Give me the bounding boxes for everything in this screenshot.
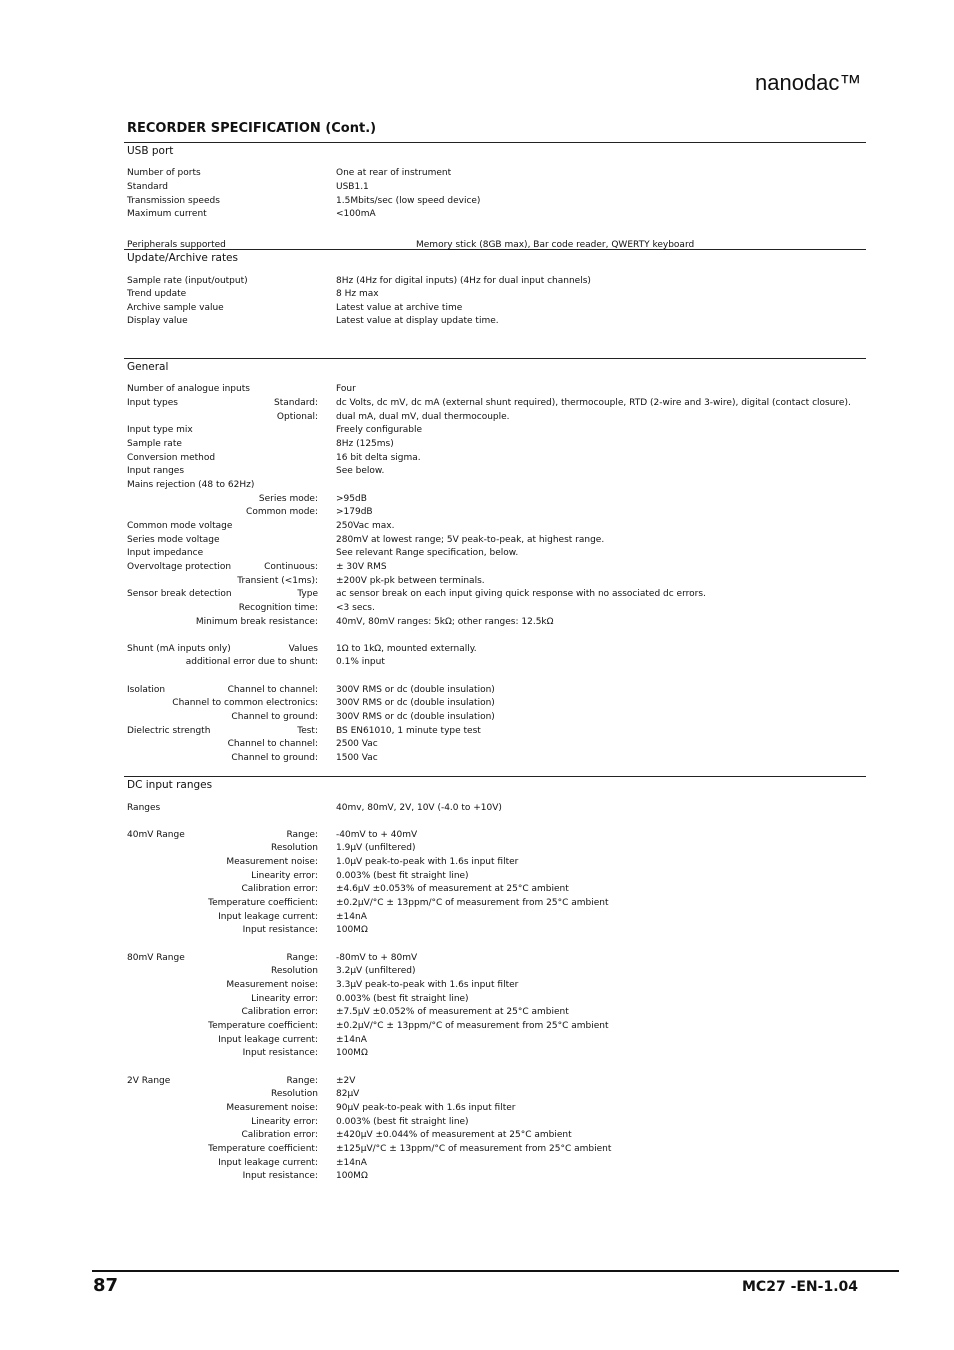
spec-row [0, 423, 954, 437]
spec-row [0, 923, 954, 937]
spec-row [0, 978, 954, 992]
spec-value: ±14nA [336, 1035, 367, 1045]
spec-value: ±0.2µV/°C ± 13ppm/°C of measurement from 25°C ambient [336, 898, 609, 908]
spec-sublabel: Measurement noise: [226, 1103, 318, 1113]
spec-label: 40mV Range [127, 830, 185, 840]
spec-row [0, 451, 954, 465]
spec-row [0, 314, 954, 328]
spec-value: dual mA, dual mV, dual thermocouple. [336, 412, 510, 422]
spec-label: Isolation [127, 685, 166, 695]
spec-row [0, 751, 954, 765]
spec-value: ±2V [336, 1076, 356, 1086]
spec-sublabel: Linearity error: [251, 871, 318, 881]
spec-value: 280mV at lowest range; 5V peak-to-peak, at highest range. [336, 535, 605, 545]
spec-value: 8 Hz max [336, 289, 379, 299]
spec-value: 1.9µV (unfiltered) [336, 843, 416, 853]
spec-sublabel: Transient (<1ms): [237, 576, 318, 586]
spec-sublabel: Range: [286, 1076, 318, 1086]
spec-value: ± 30V RMS [336, 562, 387, 572]
spec-sublabel: additional error due to shunt: [185, 657, 318, 667]
spec-row [0, 492, 954, 506]
spec-value: 0.003% (best fit straight line) [336, 1117, 469, 1127]
spec-row [0, 841, 954, 855]
spec-value: ±0.2µV/°C ± 13ppm/°C of measurement from 25°C ambient [336, 1021, 609, 1031]
spec-row [0, 180, 954, 194]
spec-value: 100MΩ [336, 925, 368, 935]
spec-label: Ranges [127, 803, 161, 813]
spec-label: Input ranges [127, 466, 185, 476]
spec-value: 0.1% input [336, 657, 385, 667]
spec-label: Peripherals supported [127, 240, 226, 250]
spec-row [0, 287, 954, 301]
spec-row [0, 1074, 954, 1088]
spec-row [0, 801, 954, 815]
spec-label: Series mode voltage [127, 535, 220, 545]
spec-sublabel: Channel to common electronics: [172, 698, 318, 708]
spec-row [0, 1019, 954, 1033]
section-divider [124, 776, 866, 777]
spec-label: Number of analogue inputs [127, 384, 250, 394]
spec-row [0, 166, 954, 180]
spec-sublabel: Standard: [274, 398, 318, 408]
spec-sublabel: Input resistance: [242, 925, 318, 935]
spec-value: 100MΩ [336, 1171, 368, 1181]
spec-row [0, 505, 954, 519]
spec-label: Dielectric strength [127, 726, 211, 736]
spec-value: -40mV to + 40mV [336, 830, 418, 840]
spec-row [0, 1046, 954, 1060]
spec-label: 2V Range [127, 1076, 171, 1086]
spec-value: 3.3µV peak-to-peak with 1.6s input filter [336, 980, 519, 990]
spec-row [0, 1033, 954, 1047]
spec-row [0, 410, 954, 424]
spec-row [0, 396, 954, 410]
spec-sublabel: Resolution [270, 966, 318, 976]
spec-value: >179dB [336, 507, 373, 517]
spec-row [0, 478, 954, 492]
spec-row [0, 601, 954, 615]
spec-value: ±4.6µV ±0.053% of measurement at 25°C ambient [336, 884, 569, 894]
spec-row [0, 910, 954, 924]
spec-row [0, 855, 954, 869]
spec-sublabel: Continuous: [264, 562, 318, 572]
spec-sublabel: Optional: [276, 412, 318, 422]
spec-sublabel: Minimum break resistance: [195, 617, 318, 627]
spec-sublabel: Range: [286, 830, 318, 840]
spec-row [0, 964, 954, 978]
spec-row [0, 896, 954, 910]
spec-value: 8Hz (125ms) [336, 439, 394, 449]
spec-sublabel: Temperature coefficient: [208, 898, 318, 908]
spec-row [0, 642, 954, 656]
spec-value: Four [336, 384, 356, 394]
spec-value: 1.5Mbits/sec (low speed device) [336, 196, 481, 206]
spec-value: 90µV peak-to-peak with 1.6s input filter [336, 1103, 516, 1113]
spec-row [0, 1115, 954, 1129]
spec-label: Input type mix [127, 425, 193, 435]
spec-row [0, 464, 954, 478]
section-divider [124, 249, 866, 250]
spec-value: ±7.5µV ±0.052% of measurement at 25°C ambient [336, 1007, 569, 1017]
spec-sublabel: Test: [297, 726, 318, 736]
spec-row [0, 683, 954, 697]
spec-sublabel: Input leakage current: [218, 1158, 318, 1168]
spec-row [0, 207, 954, 221]
spec-sublabel: Temperature coefficient: [208, 1021, 318, 1031]
spec-sublabel: Series mode: [258, 494, 318, 504]
spec-label: Maximum current [127, 209, 207, 219]
spec-label: Input impedance [127, 548, 204, 558]
spec-sublabel: Input leakage current: [218, 1035, 318, 1045]
spec-value: Latest value at display update time. [336, 316, 499, 326]
spec-sublabel: Channel to ground: [231, 712, 318, 722]
spec-value: 40mv, 80mV, 2V, 10V (-4.0 to +10V) [336, 803, 502, 813]
spec-value: See relevant Range specification, below. [336, 548, 519, 558]
spec-sublabel: Calibration error: [241, 1130, 318, 1140]
spec-row [0, 710, 954, 724]
spec-value: 82µV [336, 1089, 360, 1099]
spec-label: Trend update [127, 289, 187, 299]
spec-value: 1Ω to 1kΩ, mounted externally. [336, 644, 477, 654]
spec-row [0, 1005, 954, 1019]
spec-row [0, 882, 954, 896]
spec-value: 300V RMS or dc (double insulation) [336, 685, 495, 695]
spec-sublabel: Measurement noise: [226, 857, 318, 867]
spec-value: One at rear of instrument [336, 168, 452, 178]
spec-row [0, 992, 954, 1006]
spec-label: Overvoltage protection [127, 562, 232, 572]
spec-label: Sample rate (input/output) [127, 276, 248, 286]
spec-value: 250Vac max. [336, 521, 395, 531]
section-title: DC input ranges [127, 779, 213, 791]
spec-label: Display value [127, 316, 188, 326]
spec-label: Standard [127, 182, 168, 192]
spec-sublabel: Input leakage current: [218, 912, 318, 922]
spec-value: ac sensor break on each input giving quick response with no associated dc errors. [336, 589, 706, 599]
spec-row [0, 615, 954, 629]
spec-value: 3.2µV (unfiltered) [336, 966, 416, 976]
spec-value: USB1.1 [336, 182, 369, 192]
section-title: Update/Archive rates [127, 252, 238, 264]
spec-value: 300V RMS or dc (double insulation) [336, 698, 495, 708]
spec-row [0, 1101, 954, 1115]
spec-label: Number of ports [127, 168, 201, 178]
spec-value: 1.0µV peak-to-peak with 1.6s input filter [336, 857, 519, 867]
spec-value: 0.003% (best fit straight line) [336, 994, 469, 1004]
spec-label: Common mode voltage [127, 521, 233, 531]
spec-value: Memory stick (8GB max), Bar code reader, QWERTY keyboard [416, 240, 695, 250]
spec-sublabel: Recognition time: [238, 603, 318, 613]
spec-sublabel: Common mode: [246, 507, 318, 517]
spec-sublabel: Channel to channel: [227, 739, 318, 749]
spec-row [0, 194, 954, 208]
section-title: General [127, 361, 169, 373]
spec-value: <3 secs. [336, 603, 375, 613]
spec-sublabel: Temperature coefficient: [208, 1144, 318, 1154]
page-heading: RECORDER SPECIFICATION (Cont.) [127, 121, 377, 136]
spec-value: See below. [336, 466, 385, 476]
spec-label: Mains rejection (48 to 62Hz) [127, 480, 255, 490]
spec-row [0, 533, 954, 547]
spec-value: ±200V pk-pk between terminals. [336, 576, 485, 586]
spec-row [0, 696, 954, 710]
spec-value: 300V RMS or dc (double insulation) [336, 712, 495, 722]
spec-sublabel: Range: [286, 953, 318, 963]
spec-label: Sample rate [127, 439, 182, 449]
spec-row [0, 382, 954, 396]
spec-label: Shunt (mA inputs only) [127, 644, 231, 654]
spec-sublabel: Channel to ground: [231, 753, 318, 763]
spec-sublabel: Measurement noise: [226, 980, 318, 990]
spec-value: <100mA [336, 209, 376, 219]
spec-value: 2500 Vac [336, 739, 378, 749]
spec-label: Input types [127, 398, 178, 408]
spec-value: 0.003% (best fit straight line) [336, 871, 469, 881]
spec-sublabel: Input resistance: [242, 1171, 318, 1181]
spec-row [0, 587, 954, 601]
spec-value: ±420µV ±0.044% of measurement at 25°C ambient [336, 1130, 572, 1140]
section-divider [124, 142, 866, 143]
spec-row [0, 519, 954, 533]
spec-row [0, 655, 954, 669]
spec-label: Archive sample value [127, 303, 224, 313]
brand-title: nanodac™ [755, 70, 862, 95]
spec-value: ±14nA [336, 1158, 367, 1168]
spec-value: Latest value at archive time [336, 303, 463, 313]
spec-label: Transmission speeds [127, 196, 220, 206]
spec-sublabel: Resolution [270, 843, 318, 853]
spec-value: BS EN61010, 1 minute type test [336, 726, 481, 736]
spec-label: 80mV Range [127, 953, 185, 963]
spec-sublabel: Calibration error: [241, 1007, 318, 1017]
spec-value: 1500 Vac [336, 753, 378, 763]
spec-value: Freely configurable [336, 425, 422, 435]
spec-label: Conversion method [127, 453, 216, 463]
section-divider [124, 358, 866, 359]
spec-row [0, 1169, 954, 1183]
spec-sublabel: Input resistance: [242, 1048, 318, 1058]
spec-row [0, 737, 954, 751]
spec-value: >95dB [336, 494, 367, 504]
spec-value: dc Volts, dc mV, dc mA (external shunt required), thermocouple, RTD (2-wire and 3-wire), digital (contact closure). [336, 398, 851, 408]
spec-row [0, 724, 954, 738]
spec-value: ±14nA [336, 912, 367, 922]
spec-value: 40mV, 80mV ranges: 5kΩ; other ranges: 12.5kΩ [336, 617, 554, 627]
spec-row [0, 828, 954, 842]
spec-row [0, 574, 954, 588]
spec-row [0, 301, 954, 315]
spec-row [0, 1087, 954, 1101]
spec-sublabel: Channel to channel: [227, 685, 318, 695]
spec-row [0, 560, 954, 574]
spec-row [0, 274, 954, 288]
spec-value: ±125µV/°C ± 13ppm/°C of measurement from 25°C ambient [336, 1144, 612, 1154]
spec-value: 16 bit delta sigma. [336, 453, 421, 463]
spec-row [0, 1128, 954, 1142]
spec-sublabel: Values [288, 644, 318, 654]
section-title: USB port [127, 145, 174, 157]
spec-sublabel: Resolution [270, 1089, 318, 1099]
spec-row [0, 869, 954, 883]
spec-sublabel: Linearity error: [251, 994, 318, 1004]
spec-sublabel: Linearity error: [251, 1117, 318, 1127]
spec-row [0, 437, 954, 451]
spec-row [0, 951, 954, 965]
spec-value: 100MΩ [336, 1048, 368, 1058]
spec-row [0, 546, 954, 560]
spec-row [0, 1142, 954, 1156]
footer-divider [92, 1270, 899, 1272]
spec-sublabel: Type [297, 589, 318, 599]
spec-sublabel: Calibration error: [241, 884, 318, 894]
spec-value: 8Hz (4Hz for digital inputs) (4Hz for dual input channels) [336, 276, 591, 286]
spec-row [0, 1156, 954, 1170]
page-number: 87 [93, 1275, 119, 1296]
document-code: MC27 -EN-1.04 [742, 1279, 859, 1295]
spec-value: -80mV to + 80mV [336, 953, 418, 963]
spec-label: Sensor break detection [127, 589, 232, 599]
